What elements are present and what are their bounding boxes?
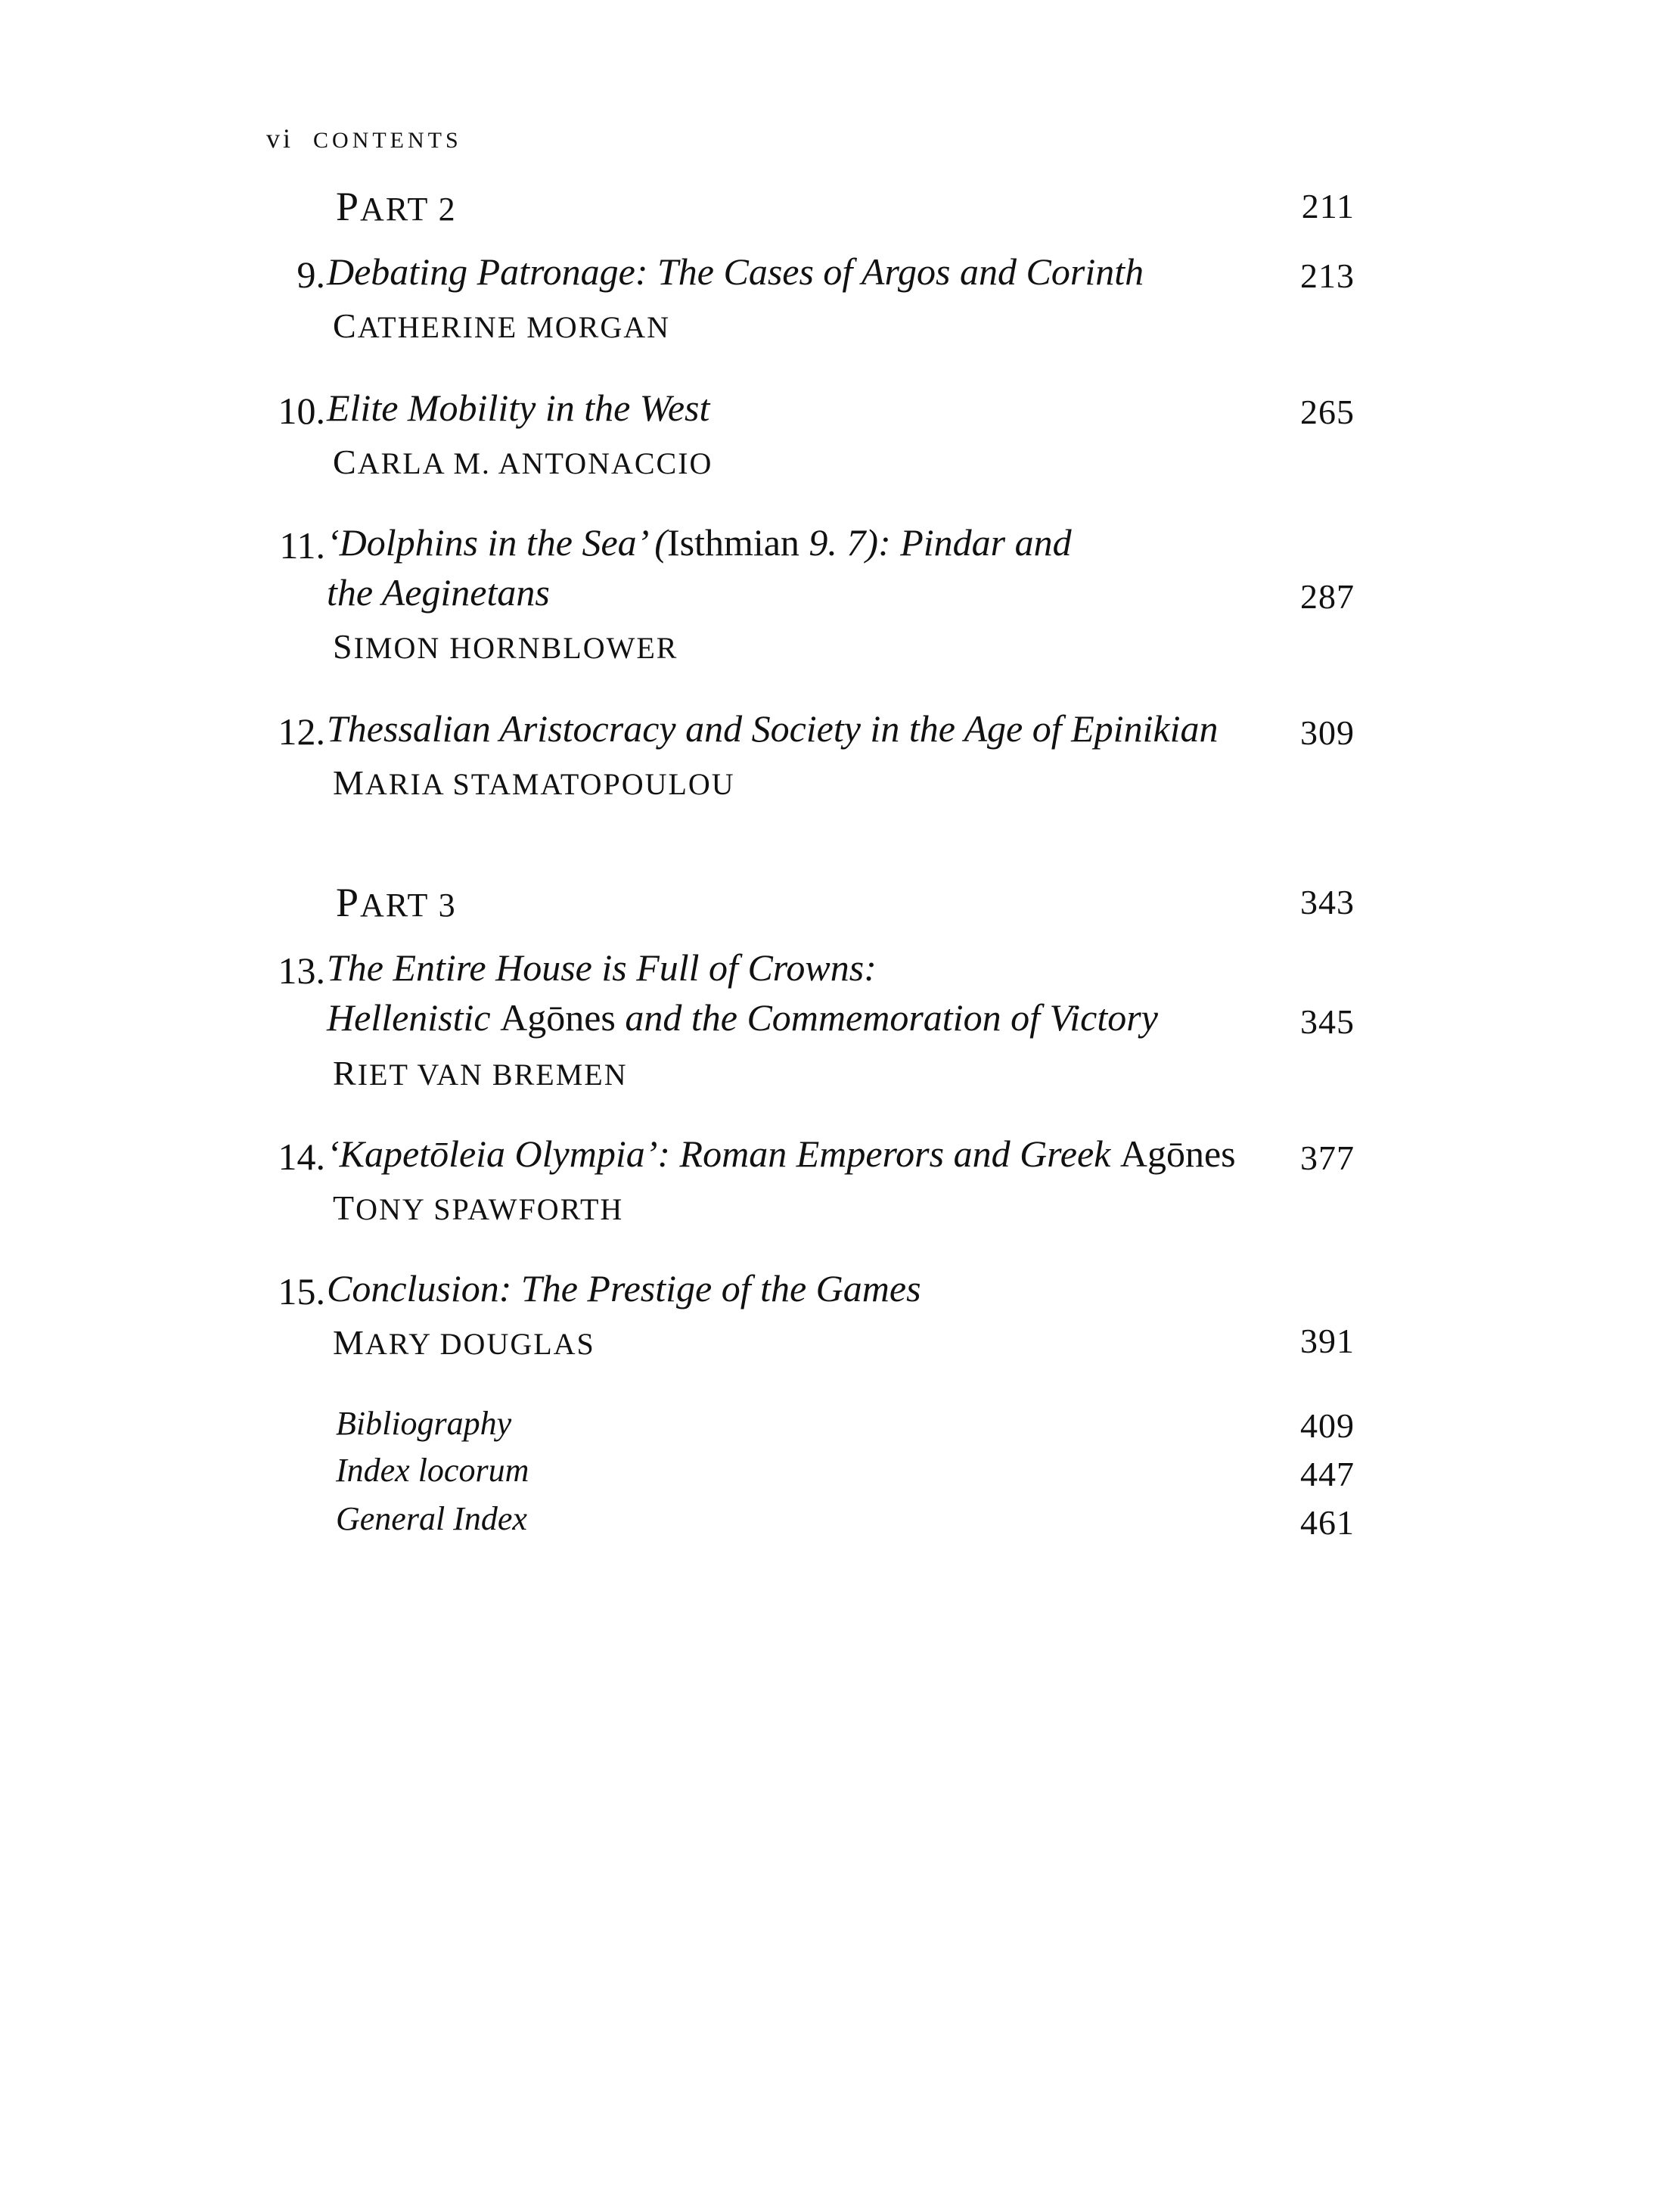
entry-number: 12. xyxy=(278,710,325,753)
entry-author: MARIA STAMATOPOULOU xyxy=(333,763,735,802)
entry-page-number: 377 xyxy=(1300,1139,1355,1177)
entry-number: 14. xyxy=(278,1136,325,1178)
entry-page-number: 309 xyxy=(1300,713,1355,752)
part-heading: PART 2 xyxy=(336,184,457,229)
back-matter-index-locorum: Index locorum xyxy=(336,1452,529,1489)
back-matter-page-number: 461 xyxy=(1300,1503,1355,1542)
running-head xyxy=(266,123,462,154)
entry-title-continuation: the Aeginetans xyxy=(327,571,550,614)
back-matter-bibliography: Bibliography xyxy=(336,1405,512,1442)
entry-author: TONY SPAWFORTH xyxy=(333,1188,624,1227)
entry-author: SIMON HORNBLOWER xyxy=(333,627,678,666)
entry-author: CARLA M. ANTONACCIO xyxy=(333,443,713,481)
entry-title: Debating Patronage: The Cases of Argos and Corinth xyxy=(327,250,1144,293)
entry-number: 10. xyxy=(278,390,325,432)
running-head-title: CONTENTS xyxy=(313,128,462,153)
entry-page-number: 265 xyxy=(1300,393,1355,431)
entry-number: 15. xyxy=(278,1270,325,1313)
entry-page-number: 287 xyxy=(1300,577,1355,616)
entry-number: 11. xyxy=(279,524,325,567)
back-matter-page-number: 447 xyxy=(1300,1455,1355,1493)
entry-page-number: 345 xyxy=(1300,1002,1355,1041)
part-heading: PART 3 xyxy=(336,880,457,925)
entry-page-number: 391 xyxy=(1300,1322,1355,1360)
entry-author: MARY DOUGLAS xyxy=(333,1323,595,1362)
entry-title: Conclusion: The Prestige of the Games xyxy=(327,1267,921,1309)
entry-title: Thessalian Aristocracy and Society in the Age of Epinikian xyxy=(327,707,1219,750)
back-matter-page-number: 409 xyxy=(1300,1406,1355,1445)
entry-page-number: 213 xyxy=(1300,256,1355,295)
entry-author: RIET VAN BREMEN xyxy=(333,1054,628,1092)
back-matter-general-index: General Index xyxy=(336,1500,527,1537)
entry-author: CATHERINE MORGAN xyxy=(333,306,671,345)
entry-title: The Entire House is Full of Crowns: xyxy=(327,946,877,989)
entry-number: 13. xyxy=(278,949,325,992)
entry-title-continuation: Hellenistic Agōnes and the Commemoration of Victory xyxy=(327,996,1158,1039)
entry-title: ‘Dolphins in the Sea’ (Isthmian 9. 7): Pindar and xyxy=(327,521,1072,564)
entry-number: 9. xyxy=(296,253,325,296)
entry-title: Elite Mobility in the West xyxy=(327,387,710,429)
entry-title: ‘Kapetōleia Olympia’: Roman Emperors and Greek Agōnes xyxy=(327,1132,1236,1175)
part-page-number: 343 xyxy=(1300,883,1355,921)
page-folio: vi xyxy=(266,123,294,154)
part-page-number: 211 xyxy=(1301,187,1355,225)
